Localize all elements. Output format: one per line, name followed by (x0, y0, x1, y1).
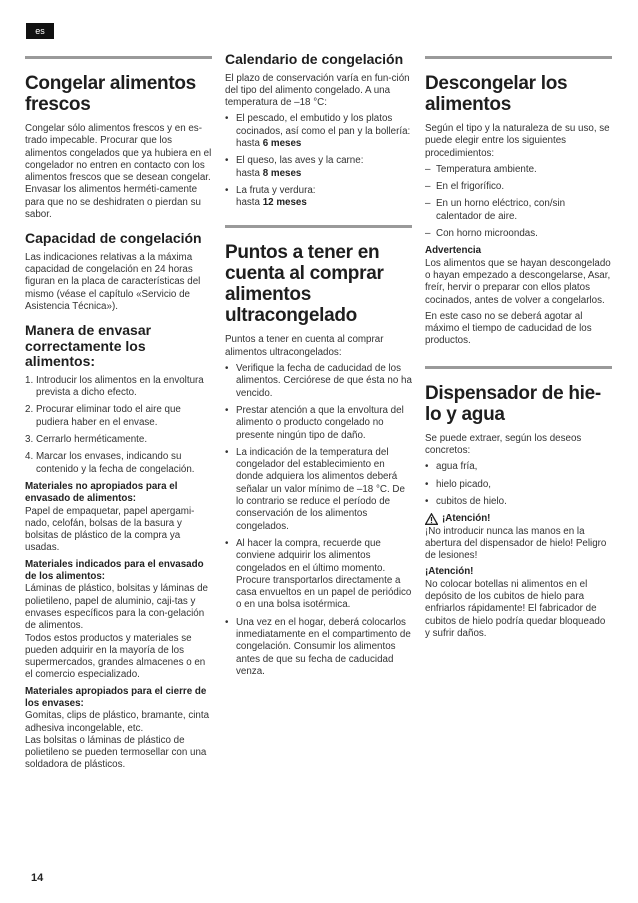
list-item: – Temperatura ambiente. (425, 163, 537, 175)
packing-steps-list (25, 375, 212, 476)
thaw-methods-list (425, 164, 612, 240)
attention-warning (425, 513, 612, 525)
closure-text: Gomitas, clips de plástico, bramante, cinta adhesiva incongelable, etc. (25, 710, 210, 734)
buying-list (225, 363, 412, 678)
warning-triangle-icon (425, 513, 438, 525)
list-item: • agua fría, (425, 461, 478, 473)
caution-text-2: En este caso no se deberá agotar al máximo el tiempo de caducidad de los productos. (425, 310, 592, 347)
page-number: 14 (31, 872, 44, 884)
section-title-thaw: Descongelar los alimentos (425, 73, 568, 115)
capacity-text: Las indicaciones relativas a la máxima capacidad de congelación en 24 horas figuran en la placa de características del mismo (véase el capítulo «Servicio de Asistencia Técnica»). (25, 251, 201, 313)
section-rule (425, 366, 612, 369)
section-title-freeze-fresh: Congelar alimentos frescos (25, 73, 196, 115)
list-item: 3. Cerrarlo herméticamente. (25, 434, 148, 446)
attention-text-2: No colocar botellas ni alimentos en el depósito de los cubitos de hielo para enfriarlos rápidamente! El fabricador de cubitos de hielo podría quedar bloqueado y sufrir daños. (425, 578, 606, 639)
capacity-heading: Capacidad de congelación (25, 230, 202, 247)
suitable-text-2: Todos estos productos y materiales se pueden adquirir en la mayoría de los supermercados, grandes almacenes o en el comercio especializado. (25, 632, 206, 681)
not-suitable-heading: Materiales no apropiados para el envasado de alimentos: (25, 480, 178, 505)
section-rule (425, 56, 612, 59)
column-freezing-fresh-food (25, 56, 212, 776)
list-item: • La fruta y verdura: hasta 12 meses (225, 184, 316, 209)
list-item: • Verifique la fecha de caducidad de los alimentos. Cerciórese de que ésta no ha vencido. (225, 363, 412, 399)
attention-heading-1: ¡Atención! (442, 513, 491, 525)
thaw-intro: Según el tipo y la naturaleza de su uso, se puede elegir entre los siguientes procedimientos: (425, 123, 610, 159)
closure-heading: Materiales apropiados para el cierre de los envases: (25, 685, 207, 709)
suitable-heading: Materiales indicados para el envasado de los alimentos: (25, 558, 204, 583)
list-item: • hielo picado, (425, 478, 492, 490)
dispenser-intro: Se puede extraer, según los deseos concretos: (425, 432, 582, 457)
list-item: – En un horno eléctrico, con/sin calentador de aire. (425, 198, 566, 222)
section-title-buying: Puntos a tener en cuenta al comprar alimentos ultracongelado (225, 242, 384, 327)
list-item: • Prestar atención a que la envoltura del alimento o producto congelado no presente ningún tipo de daño. (225, 404, 404, 441)
section-title-dispenser: Dispensador de hie-lo y agua (425, 382, 601, 425)
list-item: • Una vez en el hogar, deberá colocarlos inmediatamente en el compartimento de congelación. Consumir los alimentos antes de que su fecha de caducidad venza. (225, 616, 411, 677)
column-thaw-dispenser (425, 56, 612, 644)
language-badge: es (26, 23, 54, 39)
not-suitable-text: Papel de empaquetar, papel apergami-nado, celofán, bolsas de la basura y bolsitas de plástico de la compra ya usadas. (25, 505, 195, 554)
buying-intro: Puntos a tener en cuenta al comprar alimentos ultracongelados: (225, 334, 384, 358)
list-item: – En el frigorífico. (425, 181, 505, 193)
caution-text: Los alimentos que se hayan descongelado o hayan empezado a descongelarse, Asar, freír, hervir o preparar con ellos platos cocinados, antes de volver a congelarlos. (425, 257, 611, 306)
freeze-intro-text: Congelar sólo alimentos frescos y en es-trado impecable. Procurar que los alimentos congelados que ya hubiera en el congelador no entren en contacto con los alimentos frescos que se desean congelar. Envasar los alimentos herméti-camente para que no se deshidraten o pierdan su sabor. (25, 123, 212, 221)
column-calendar-buying (225, 52, 412, 683)
list-item: 1. Introducir los alimentos en la envoltura prevista a dicho efecto. (25, 374, 204, 399)
calendar-intro: El plazo de conservación varía en fun-ción del tipo del alimento congelado. A una temperatura de –18 °C: (225, 72, 410, 109)
attention-heading-2: ¡Atención! (425, 566, 474, 578)
list-item: – Con horno microondas. (425, 228, 538, 240)
attention-text-1: ¡No introducir nunca las manos en la abertura del dispensador de hielo! Peligro de lesiones! (425, 525, 607, 562)
suitable-text: Láminas de plástico, bolsitas y láminas de polietileno, papel de aluminio, caji-tas y envases específicos para la con-gelación de alimentos. (25, 583, 208, 632)
dispenser-options-list (425, 461, 612, 508)
list-item: • cubitos de hielo. (425, 495, 507, 507)
list-item: • Al hacer la compra, recuerde que conviene adquirir los alimentos congelados en el último momento. Procure transportarlos directamente a casa envueltos en un papel de periódico o en una bolsa isotérmica. (225, 537, 412, 611)
list-item: • El queso, las aves y la carne: hasta 8 meses (225, 155, 364, 179)
calendar-heading: Calendario de congelación (225, 51, 404, 67)
list-item: • El pescado, el embutido y los platos cocinados, así como el pan y la bollería: hasta 6 meses (225, 113, 411, 149)
section-rule (225, 225, 412, 228)
section-rule (25, 56, 212, 59)
list-item: • La indicación de la temperatura del congelador del establecimiento en donde adquiera los alimentos deberá señalar un valor mínimo de –18 °C. De lo contrario se reduce el período de conservación de los alimentos congelados. (225, 446, 405, 532)
list-item: 2. Procurar eliminar todo el aire que pudiera haber en el envase. (25, 404, 181, 428)
closure-text-2: Las bolsitas o láminas de plástico de polietileno se pueden termosellar con una soldadora de plásticos. (25, 734, 207, 771)
calendar-list (225, 113, 412, 209)
list-item: 4. Marcar los envases, indicando su contenido y la fecha de congelación. (25, 451, 195, 475)
caution-heading: Advertencia (425, 245, 482, 257)
packing-heading: Manera de envasar correctamente los alimentos: (25, 322, 152, 370)
